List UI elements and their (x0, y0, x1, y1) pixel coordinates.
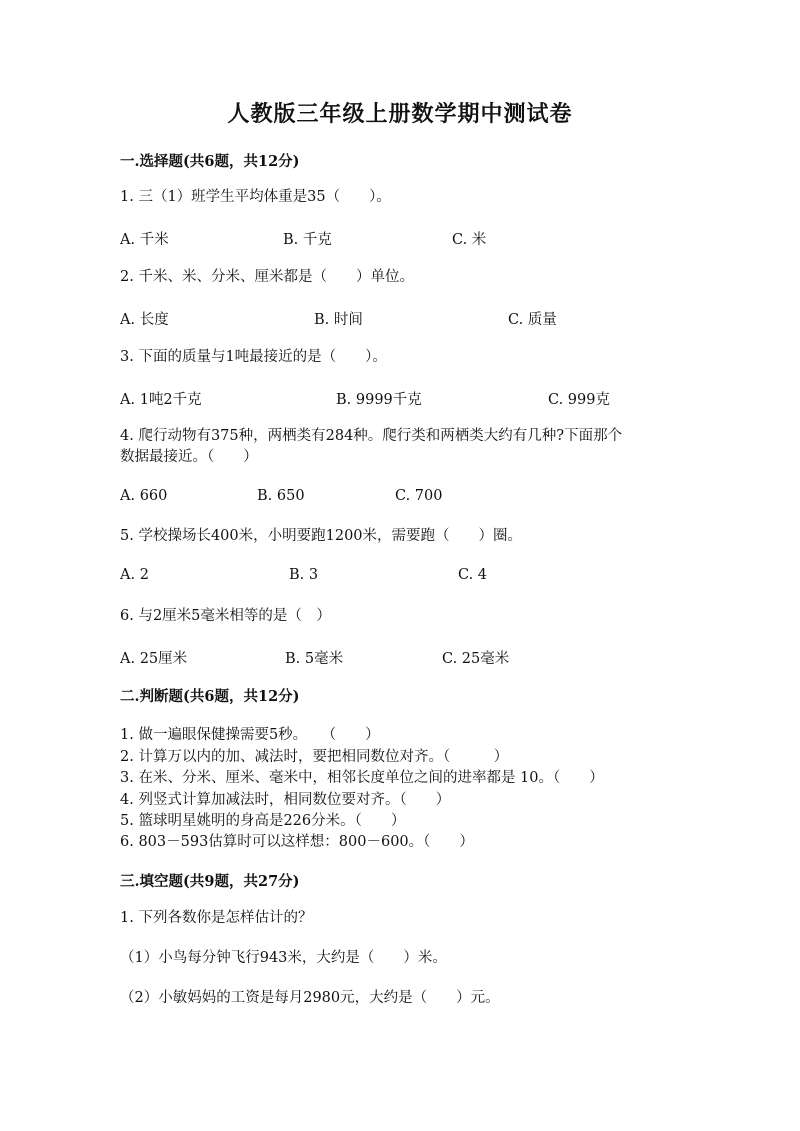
question-1: 1. 三（1）班学生平均体重是35（ ）。 (120, 189, 391, 205)
q3-option-a: A. 1吨2千克 (120, 392, 202, 408)
question-2: 2. 千米、米、分米、厘米都是（ ）单位。 (120, 269, 414, 285)
question-3: 3. 下面的质量与1吨最接近的是（ ）。 (120, 349, 387, 365)
judgement-item-2: 2. 计算万以内的加、减法时，要把相同数位对齐。（ ） (120, 749, 509, 765)
q4-option-c: C. 700 (395, 488, 443, 504)
fill-question-1: 1. 下列各数你是怎样估计的？ (120, 910, 313, 926)
q1-option-c: C. 米 (452, 232, 487, 248)
fill-question-1-sub-2: （2）小敏妈妈的工资是每月2980元，大约是（ ）元。 (120, 990, 500, 1006)
q2-option-b: B. 时间 (314, 312, 363, 328)
q5-option-a: A. 2 (120, 567, 149, 583)
question-4-line-2: 数据最接近。（ ） (120, 449, 258, 465)
q5-option-c: C. 4 (458, 567, 488, 583)
question-4-line-1: 4. 爬行动物有375种，两栖类有284种。爬行类和两栖类大约有几种?下面那个 (120, 428, 623, 444)
q4-option-b: B. 650 (257, 488, 305, 504)
judgement-item-4: 4. 列竖式计算加减法时，相同数位要对齐。（ ） (120, 792, 451, 808)
page-title: 人教版三年级上册数学期中测试卷 (227, 101, 573, 127)
q4-option-a: A. 660 (120, 488, 168, 504)
q1-option-a: A. 千米 (120, 232, 169, 248)
q6-option-c: C. 25毫米 (442, 651, 510, 667)
judgement-item-6: 6. 803－593估算时可以这样想：800－600。（ ） (120, 834, 474, 850)
q6-option-b: B. 5毫米 (285, 651, 344, 667)
section-heading-judgement: 二.判断题(共6题，共12分) (120, 688, 300, 705)
q2-option-c: C. 质量 (508, 312, 557, 328)
q1-option-b: B. 千克 (283, 232, 332, 248)
q3-option-c: C. 999克 (548, 392, 610, 408)
q3-option-b: B. 9999千克 (336, 392, 422, 408)
judgement-item-3: 3. 在米、分米、厘米、毫米中，相邻长度单位之间的进率都是 10。（ ） (120, 770, 604, 786)
q2-option-a: A. 长度 (120, 312, 169, 328)
fill-question-1-sub-1: （1）小鸟每分钟飞行943米，大约是（ ）米。 (120, 950, 447, 966)
question-5: 5. 学校操场长400米，小明要跑1200米，需要跑（ ）圈。 (120, 528, 523, 544)
section-heading-fill-in: 三.填空题(共9题，共27分) (120, 873, 300, 890)
section-heading-choice: 一.选择题(共6题，共12分) (120, 153, 300, 170)
judgement-item-5: 5. 篮球明星姚明的身高是226分米。（ ） (120, 813, 406, 829)
q6-option-a: A. 25厘米 (120, 651, 188, 667)
judgement-item-1: 1. 做一遍眼保健操需要5秒。 （ ） (120, 727, 380, 743)
q5-option-b: B. 3 (289, 567, 319, 583)
question-6: 6. 与2厘米5毫米相等的是（ ） (120, 608, 331, 624)
